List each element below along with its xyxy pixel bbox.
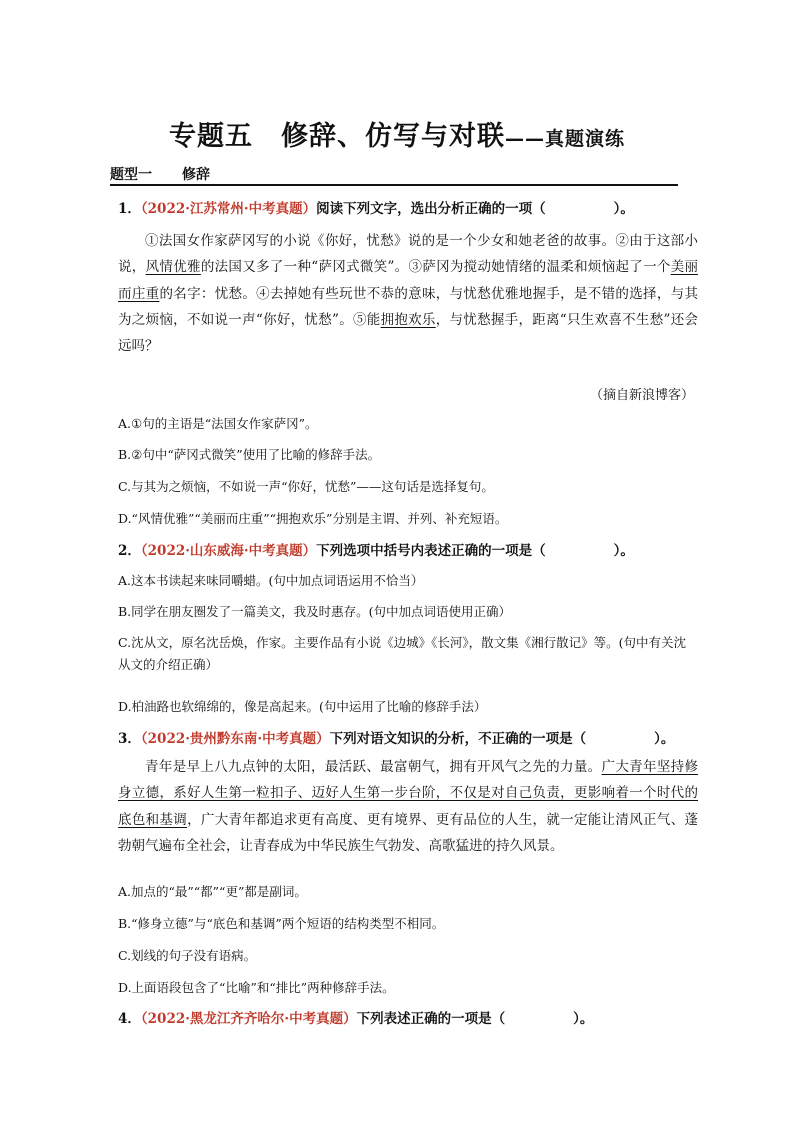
- question-source: （2022·贵州黔东南·中考真题）: [140, 731, 330, 747]
- question-1-passage: [118, 228, 698, 359]
- question-number: 1．: [118, 201, 141, 217]
- underlined-sentence: 广大青年坚持修身立德，系好人生第一粒扣子、迈好人生第一步台阶，不仅是对自己负责，更影响着一个时代的底色和基调: [118, 759, 698, 828]
- question-2-stem: [118, 539, 634, 559]
- q3-option-b: B.“修身立德”与“底色和基调”两个短语的结构类型不相同。: [118, 916, 445, 931]
- question-close: ）。: [573, 1011, 594, 1027]
- passage-text: ，广大青年都追求更有高度、更有境界、更有品位的人生，就一定能让清风正气、蓬勃朝气遍布全社会，让青春成为中华民族生气勃发、高歌猛进的持久风景。: [118, 811, 699, 854]
- q1-option-d: D.“风情优雅”“美丽而庄重”“拥抱欢乐”分别是主谓、并列、补充短语。: [118, 511, 508, 526]
- q1-option-b: B.②句中“萨冈式微笑”使用了比喻的修辞手法。: [118, 447, 381, 462]
- section-name: 修辞: [182, 167, 210, 183]
- question-number: 3．: [118, 731, 141, 747]
- page-title: [0, 114, 794, 153]
- question-close: ）。: [613, 543, 634, 559]
- question-source: （2022·江苏常州·中考真题）: [140, 201, 317, 217]
- title-sub: ——真题演练: [504, 128, 625, 150]
- underlined-phrase: 风情优雅: [145, 259, 201, 276]
- q2-option-b: B.同学在朋友圈发了一篇美文，我及时惠存。(句中加点词语使用正确）: [118, 604, 512, 619]
- question-source: （2022·黑龙江齐齐哈尔·中考真题）: [140, 1011, 357, 1027]
- question-close: ）。: [613, 201, 634, 217]
- q1-option-a: A.①句的主语是“法国女作家萨冈”。: [118, 416, 318, 431]
- title-main: 专题五 修辞、仿写与对联: [168, 121, 505, 152]
- question-close: ）。: [654, 731, 675, 747]
- question-3-stem: [118, 727, 674, 747]
- passage-text: 的法国又多了一种“萨冈式微笑”。③萨冈为搅动她情绪的温柔和烦恼起了一个: [200, 259, 671, 276]
- question-4-stem: [118, 1007, 593, 1027]
- section-type: 题型一: [110, 167, 152, 183]
- question-text: 下列选项中括号内表述正确的一项是（: [316, 543, 546, 559]
- passage-text: ，与忧愁握手，距离“只生欢喜不生愁”还会远吗？: [118, 311, 698, 355]
- question-text: 下列对语文知识的分析，不正确的一项是（: [329, 731, 587, 747]
- question-3-passage: [118, 754, 698, 859]
- underlined-phrase: 美丽而庄重: [118, 259, 699, 302]
- q2-option-c: C.沈从文，原名沈岳焕，作家。主要作品有小说《边城》《长河》，散文集《湘行散记》等。(句中有关沈从文的介绍正确）: [118, 635, 686, 672]
- question-number: 2．: [118, 543, 141, 559]
- q3-option-c: C.划线的句子没有语病。: [118, 948, 257, 963]
- q2-option-a: A.这本书读起来味同嚼蜡。(句中加点词语运用不恰当）: [118, 573, 424, 588]
- q2-option-d: D.柏油路也软绵绵的，像是高起来。(句中运用了比喻的修辞手法）: [118, 699, 487, 714]
- passage-text: 的名字：忧愁。④去掉她有些玩世不恭的意味，与忧愁优雅地握手，是不错的选择，与其为之烦恼，不如说一声“你好，忧愁”。⑤能: [118, 285, 699, 328]
- section-heading: [110, 164, 678, 186]
- question-text: 下列表述正确的一项是（: [356, 1011, 506, 1027]
- question-text: 阅读下列文字，选出分析正确的一项（: [316, 201, 546, 217]
- question-source: （2022·山东威海·中考真题）: [140, 543, 317, 559]
- passage-source-note: （摘自新浪博客）: [589, 388, 694, 403]
- q3-option-d: D.上面语段包含了“比喻”和“排比”两种修辞手法。: [118, 980, 395, 995]
- question-number: 4．: [118, 1011, 141, 1027]
- underlined-phrase: 拥抱欢乐: [380, 311, 436, 328]
- passage-text: 青年是早上八九点钟的太阳，最活跃、最富朝气，拥有开风气之先的力量。: [145, 759, 602, 775]
- question-1-stem: [118, 197, 634, 217]
- passage-text: ①法国女作家萨冈写的小说《你好，忧愁》说的是一个少女和她老爸的故事。②由于这部小说，: [118, 233, 698, 276]
- q1-option-c: C.与其为之烦恼，不如说一声“你好，忧愁”——这句话是选择复句。: [118, 479, 494, 494]
- q3-option-a: A.加点的“最”“都”“更”都是副词。: [118, 884, 307, 899]
